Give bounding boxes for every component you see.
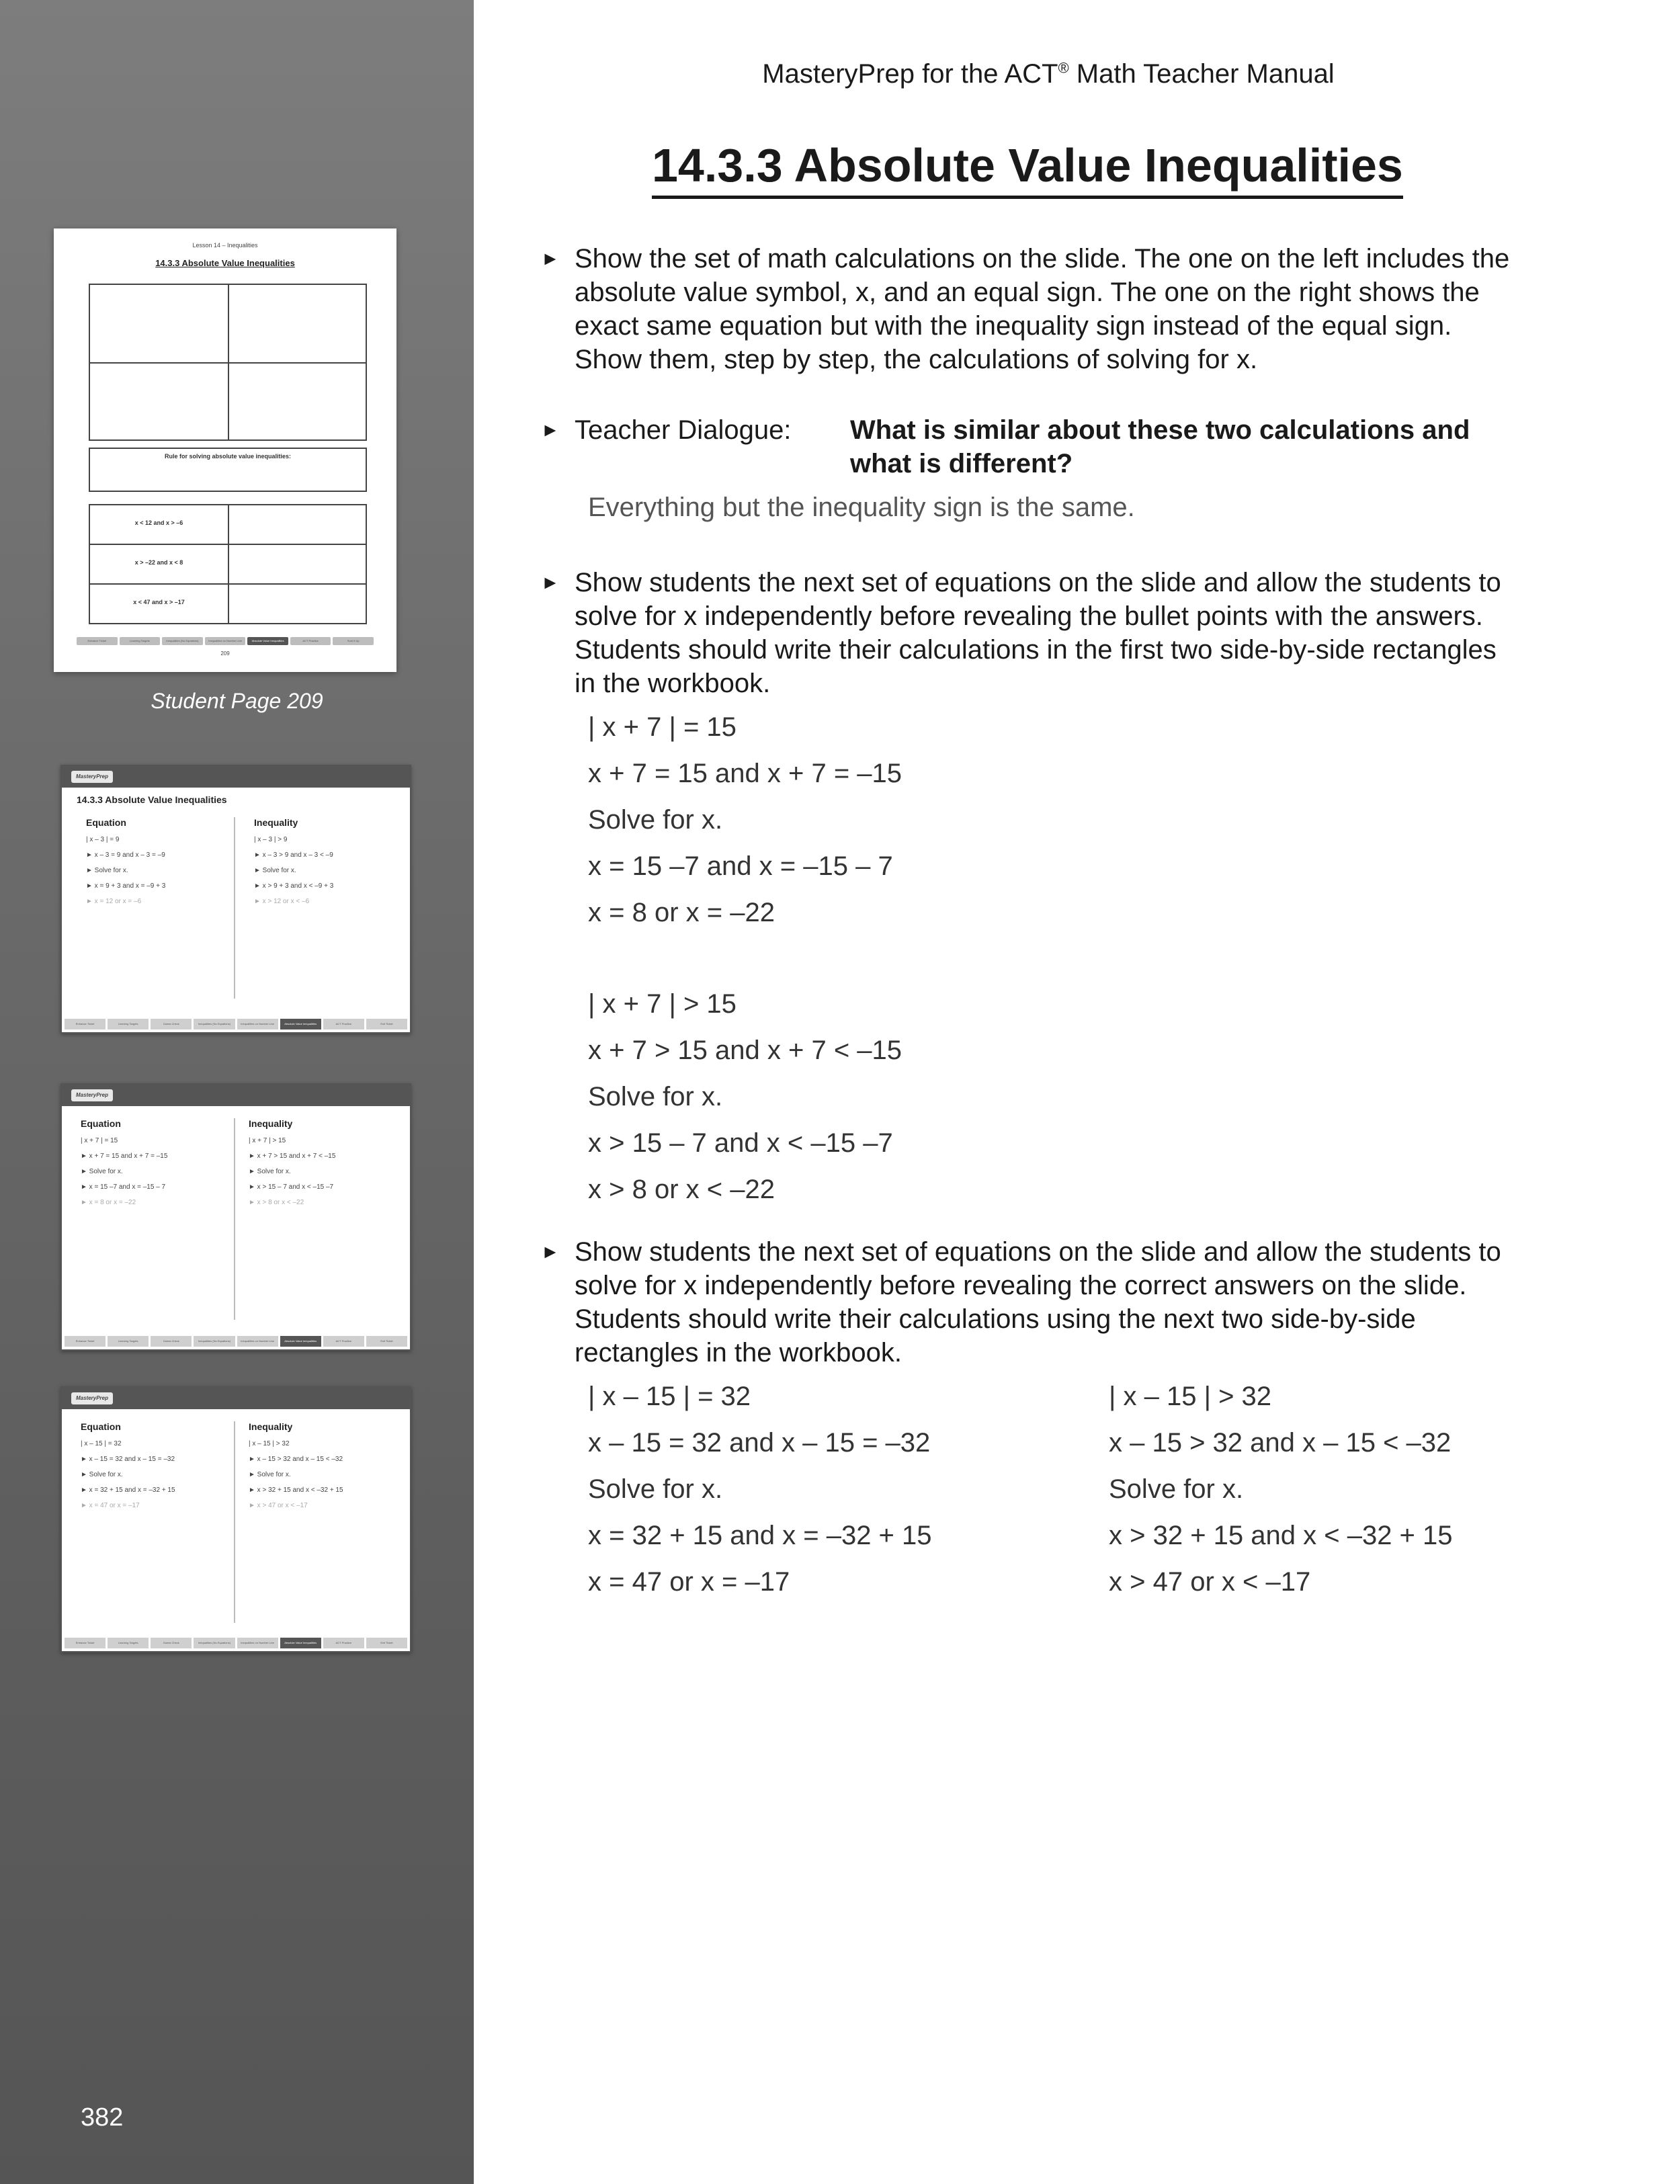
student-page-title: 14.3.3 Absolute Value Inequalities [155, 258, 295, 268]
slide-line: ► Solve for x. [81, 1168, 123, 1175]
nav-item: Learning Targets [108, 1638, 149, 1648]
slide-divider [234, 1118, 235, 1320]
row-divider [228, 545, 229, 583]
running-header [474, 59, 1623, 89]
student-page-nav [77, 637, 374, 645]
math-line: Solve for x. [1109, 1474, 1244, 1504]
grid-divider [90, 362, 366, 364]
student-page-caption: Student Page 209 [151, 689, 323, 713]
slide-line: | x + 7 | > 15 [249, 1137, 286, 1144]
student-page-number: 209 [220, 650, 230, 657]
slide-line: | x – 15 | = 32 [81, 1440, 122, 1447]
slide-nav [65, 1336, 407, 1347]
instruction-bullet [541, 1235, 1501, 1370]
nav-item: Entrance Ticket [77, 637, 118, 645]
nav-item-active: Absolute Value Inequalities [280, 1638, 321, 1648]
teacher-dialogue-question: What is similar about these two calculations and what is different? [850, 415, 1470, 478]
slide-thumbnail[interactable] [60, 765, 411, 1034]
nav-item-active: Absolute Value Inequalities [280, 1019, 321, 1030]
nav-item: Learning Targets [108, 1336, 149, 1347]
math-line: x – 15 = 32 and x – 15 = –32 [588, 1428, 931, 1458]
slide-line: ► x = 9 + 3 and x = –9 + 3 [86, 882, 166, 890]
instruction-bullet [541, 242, 1510, 376]
sidebar [0, 0, 474, 2184]
table-row [90, 545, 366, 585]
column-heading: Equation [81, 1421, 121, 1432]
slide-line: ► Solve for x. [86, 867, 128, 874]
nav-item: ACT Practice [323, 1019, 364, 1030]
slide-line: ► Solve for x. [249, 1471, 291, 1478]
column-heading: Equation [81, 1118, 121, 1129]
slide-line: ► x = 32 + 15 and x = –32 + 15 [81, 1486, 175, 1494]
nav-item: Entrance Ticket [65, 1019, 106, 1030]
nav-item: Entrance Ticket [65, 1336, 106, 1347]
slide-line: ► x > 47 or x < –17 [249, 1502, 308, 1509]
row-label: x > –22 and x < 8 [134, 559, 183, 566]
student-page-work-grid [89, 284, 367, 441]
math-line: x = 8 or x = –22 [588, 898, 775, 927]
student-page-lesson-label: Lesson 14 – Inequalities [192, 242, 258, 249]
slide-line: | x – 15 | > 32 [249, 1440, 290, 1447]
math-line: x > 8 or x < –22 [588, 1175, 775, 1204]
nav-item: Inequalities (No Equations) [162, 637, 203, 645]
math-line: x > 15 – 7 and x < –15 –7 [588, 1128, 893, 1158]
row-label: x < 47 and x > –17 [133, 599, 185, 605]
triangle-bullet-icon: ► [541, 572, 560, 593]
nav-item: Guess Check [151, 1336, 192, 1347]
nav-item: Learning Targets [108, 1019, 149, 1030]
column-heading: Inequality [254, 817, 298, 828]
student-page-thumbnail[interactable] [54, 228, 396, 672]
student-page-answer-table [89, 504, 367, 624]
nav-item: Inequalities (No Equations) [194, 1019, 235, 1030]
teacher-dialogue-bullet [541, 413, 1495, 480]
slide-line: ► Solve for x. [254, 867, 296, 874]
row-divider [228, 585, 229, 623]
slide-nav [65, 1019, 407, 1030]
math-line: x = 15 –7 and x = –15 – 7 [588, 851, 893, 881]
main-content [474, 0, 1680, 2184]
math-line: | x + 7 | > 15 [588, 989, 737, 1019]
teacher-dialogue-label: Teacher Dialogue: [575, 415, 792, 445]
nav-item: Inequalities (No Equations) [194, 1638, 235, 1648]
slide-line: ► x = 12 or x = –6 [86, 898, 142, 905]
rule-label: Rule for solving absolute value inequalities: [164, 453, 292, 460]
nav-item: Inequalities on Number Line [237, 1638, 278, 1648]
expected-answer: Everything but the inequality sign is the same. [588, 493, 1135, 522]
section-title: 14.3.3 Absolute Value Inequalities [652, 140, 1403, 199]
nav-item: Guess Check [151, 1638, 192, 1648]
slide-header [62, 766, 410, 788]
slide-line: ► x = 8 or x = –22 [81, 1199, 136, 1206]
math-line: | x – 15 | = 32 [588, 1382, 751, 1411]
column-heading: Inequality [249, 1118, 293, 1129]
nav-item: Inequalities on Number Line [237, 1019, 278, 1030]
nav-item: Guess Check [151, 1019, 192, 1030]
math-line: x – 15 > 32 and x – 15 < –32 [1109, 1428, 1452, 1458]
slide-line: ► x > 9 + 3 and x < –9 + 3 [254, 882, 334, 890]
nav-item: ACT Practice [290, 637, 331, 645]
nav-item: Exit Ticket [366, 1019, 407, 1030]
triangle-bullet-icon: ► [541, 1241, 560, 1262]
slide-line: ► x – 3 = 9 and x – 3 = –9 [86, 851, 165, 859]
nav-item: ACT Practice [323, 1638, 364, 1648]
table-row [90, 505, 366, 545]
slide-line: ► x + 7 > 15 and x + 7 < –15 [249, 1152, 336, 1160]
slide-line: ► x > 15 – 7 and x < –15 –7 [249, 1183, 334, 1191]
slide-line: ► x > 8 or x < –22 [249, 1199, 304, 1206]
nav-item: Entrance Ticket [65, 1638, 106, 1648]
masteryprep-logo: MasteryPrep [71, 771, 113, 783]
slide-thumbnail[interactable] [60, 1083, 411, 1351]
slide-nav [65, 1638, 407, 1648]
slide-line: ► x – 15 > 32 and x – 15 < –32 [249, 1456, 343, 1463]
slide-line: ► x > 32 + 15 and x < –32 + 15 [249, 1486, 343, 1494]
page-number: 382 [81, 2103, 124, 2132]
math-line: | x – 15 | > 32 [1109, 1382, 1272, 1411]
nav-item: Exit Ticket [366, 1638, 407, 1648]
instruction-bullet [541, 566, 1501, 700]
slide-inequality-column [249, 1421, 396, 1513]
slide-line: ► x = 47 or x = –17 [81, 1502, 140, 1509]
nav-item: Inequalities (No Equations) [194, 1336, 235, 1347]
row-label: x < 12 and x > –6 [134, 519, 183, 526]
bullet-text: Show students the next set of equations on the slide and allow the students to solve for x independently before revealing the bullet points with the answers. Students should write their calculations in the first two side-by-side rectangles in the workbook. [575, 568, 1501, 698]
slide-line: ► x – 3 > 9 and x – 3 < –9 [254, 851, 333, 859]
nav-item: Learning Targets [120, 637, 161, 645]
slide-line: | x + 7 | = 15 [81, 1137, 118, 1144]
nav-item: Inequalities on Number Line [237, 1336, 278, 1347]
slide-line: ► x + 7 = 15 and x + 7 = –15 [81, 1152, 168, 1160]
nav-item-active: Absolute Value Inequalities [280, 1336, 321, 1347]
masteryprep-logo: MasteryPrep [71, 1089, 113, 1101]
registered-mark: ® [1058, 59, 1069, 77]
nav-item: ACT Practice [323, 1336, 364, 1347]
slide-line: ► x = 15 –7 and x = –15 – 7 [81, 1183, 166, 1191]
slide-line: ► Solve for x. [249, 1168, 291, 1175]
student-page-rule-box [89, 448, 367, 492]
math-line: x + 7 = 15 and x + 7 = –15 [588, 759, 902, 788]
slide-title: 14.3.3 Absolute Value Inequalities [77, 794, 227, 805]
triangle-bullet-icon: ► [541, 419, 560, 440]
math-line: | x + 7 | = 15 [588, 712, 737, 742]
nav-item: Sum It Up [333, 637, 374, 645]
nav-item-active: Absolute Value Inequalities [247, 637, 288, 645]
math-line: Solve for x. [588, 1082, 723, 1111]
slide-line: | x – 3 | > 9 [254, 836, 288, 843]
math-line: x + 7 > 15 and x + 7 < –15 [588, 1036, 902, 1065]
slide-header [62, 1085, 410, 1106]
slide-equation-column [86, 817, 234, 909]
slide-line: | x – 3 | = 9 [86, 836, 120, 843]
math-line: x > 47 or x < –17 [1109, 1567, 1311, 1597]
slide-divider [234, 817, 235, 999]
slide-line: ► x – 15 = 32 and x – 15 = –32 [81, 1456, 175, 1463]
slide-line: ► x > 12 or x < –6 [254, 898, 310, 905]
slide-divider [234, 1421, 235, 1623]
slide-equation-column [81, 1118, 228, 1210]
math-line: x = 47 or x = –17 [588, 1567, 790, 1597]
math-line: x > 32 + 15 and x < –32 + 15 [1109, 1521, 1453, 1550]
column-heading: Inequality [249, 1421, 293, 1432]
masteryprep-logo: MasteryPrep [71, 1392, 113, 1404]
slide-equation-column [81, 1421, 228, 1513]
slide-line: ► Solve for x. [81, 1471, 123, 1478]
nav-item: Exit Ticket [366, 1336, 407, 1347]
slide-header [62, 1388, 410, 1409]
running-header-suffix: Math Teacher Manual [1068, 59, 1335, 89]
math-line: Solve for x. [588, 805, 723, 835]
slide-thumbnail[interactable] [60, 1386, 411, 1652]
slide-inequality-column [254, 817, 402, 909]
nav-item: Inequalities on Number Line [205, 637, 246, 645]
column-heading: Equation [86, 817, 126, 828]
running-header-title: MasteryPrep for the ACT [762, 59, 1058, 89]
math-line: Solve for x. [588, 1474, 723, 1504]
math-line: x = 32 + 15 and x = –32 + 15 [588, 1521, 932, 1550]
row-divider [228, 505, 229, 544]
slide-inequality-column [249, 1118, 396, 1210]
bullet-text: Show students the next set of equations on the slide and allow the students to solve for x independently before revealing the correct answers on the slide. Students should write their calculations using the next two side-by-side rectangles in the workbook. [575, 1237, 1501, 1368]
bullet-text: Show the set of math calculations on the slide. The one on the left includes the absolute value symbol, x, and an equal sign. The one on the right shows the exact same equation but with the inequality sign instead of the equal sign. Show them, step by step, the calculations of solving for x. [575, 244, 1510, 374]
triangle-bullet-icon: ► [541, 248, 560, 269]
table-row [90, 585, 366, 623]
